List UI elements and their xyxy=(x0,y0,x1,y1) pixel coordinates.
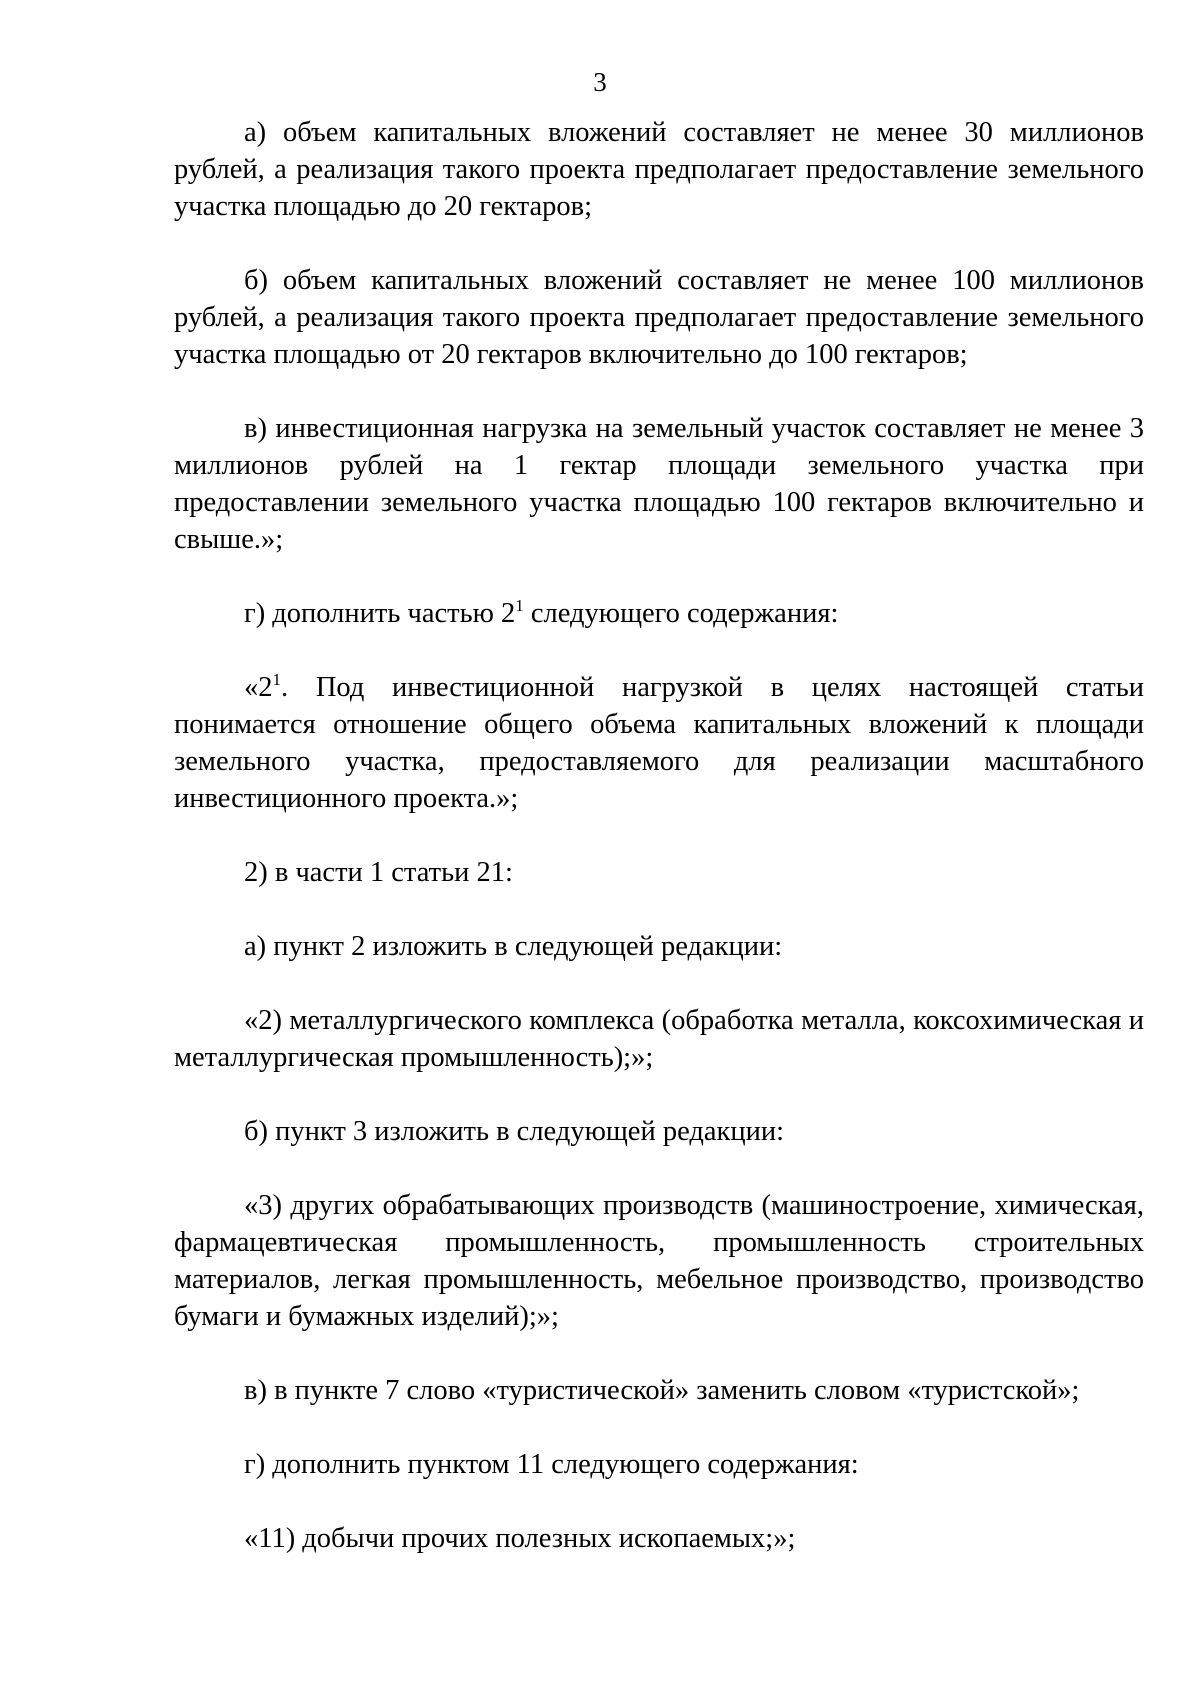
paragraph-item-11-text: «11) добычи прочих полезных ископаемых;»; xyxy=(244,1523,796,1554)
paragraph-investment-100-million: б) объем капитальных вложений составляет не менее 100 миллионов рублей, а реализация такого проекта предполагает предоставление земельного участка площадью от 20 гектаров включительно до 100 гектаров; xyxy=(174,265,1144,370)
paragraph-article-21-part-1: 2) в части 1 статьи 21: xyxy=(244,857,513,888)
paragraph-text-before: г) дополнить частью 2 xyxy=(244,598,516,629)
paragraph-item-3-text: «3) других обрабатывающих производств (машиностроение, химическая, фармацевтическая промышленность, промышленность строительных материалов, легкая промышленность, мебельное производство, производство бумаги и бумажных изделий);»; xyxy=(174,1190,1144,1332)
paragraph-item-2-edit: а) пункт 2 изложить в следующей редакции: xyxy=(244,931,783,962)
superscript-marker: 1 xyxy=(515,595,524,615)
paragraph-part-2-1-definition xyxy=(174,669,1144,817)
paragraph-text-before: «2 xyxy=(244,672,273,703)
paragraph-investment-30-million: а) объем капитальных вложений составляет не менее 30 миллионов рублей, а реализация такого проекта предполагает предоставление земельного участка площадью до 20 гектаров; xyxy=(174,117,1144,222)
paragraph-item-7-word-replace: в) в пункте 7 слово «туристической» заменить словом «туристской»; xyxy=(244,1375,1080,1406)
paragraph-investment-load: в) инвестиционная нагрузка на земельный участок составляет не менее 3 миллионов рублей на 1 гектар площади земельного участка при предоставлении земельного участка площадью 100 гектаров включительно и свыше.»; xyxy=(174,413,1144,555)
document-body xyxy=(174,114,1144,1594)
paragraph-text-after: . Под инвестиционной нагрузкой в целях настоящей статьи понимается отношение общего объема капитальных вложений к площади земельного участка, предоставляемого для реализации масштабного инвестиционного проекта.»; xyxy=(174,672,1144,814)
paragraph-item-2-text: «2) металлургического комплекса (обработка металла, коксохимическая и металлургическая промышленность);»; xyxy=(174,1005,1144,1073)
superscript-marker: 1 xyxy=(272,669,281,689)
paragraph-item-3-edit: б) пункт 3 изложить в следующей редакции: xyxy=(244,1116,785,1147)
paragraph-add-part-2-1 xyxy=(174,595,1144,632)
paragraph-text-after: следующего содержания: xyxy=(523,598,839,629)
page-number: 3 xyxy=(593,67,607,97)
paragraph-add-item-11: г) дополнить пунктом 11 следующего содержания: xyxy=(244,1449,859,1480)
